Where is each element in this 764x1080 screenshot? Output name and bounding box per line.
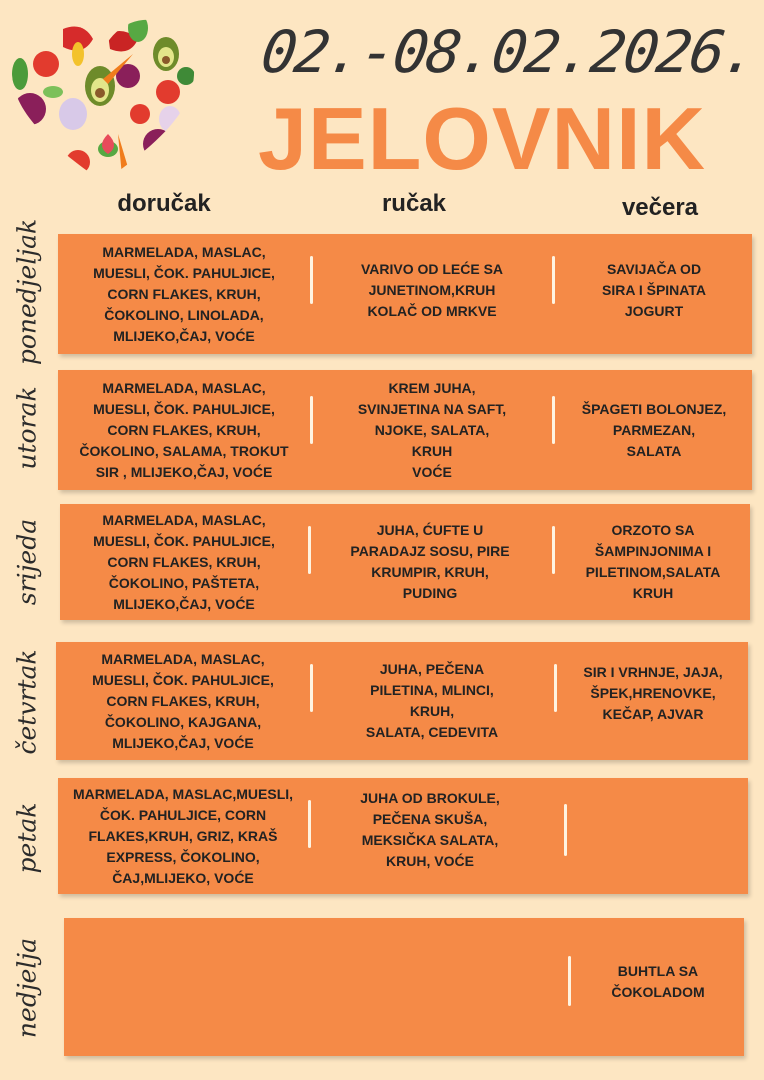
dinner-cell [568,778,748,894]
lunch-cell: KREM JUHA, SVINJETINA NA SAFT, NJOKE, SALATA, KRUH VOĆE [357,379,507,480]
breakfast-cell: MARMELADA, MASLAC, MUESLI, ČOK. PAHULJICE, CORN FLAKES, KRUH, ČOKOLINO, PAŠTETA, MLIJEKO,ČAJ, VOĆE [93,511,275,612]
breakfast-cell [64,918,314,1056]
vegetable-heart-illustration [8,14,198,186]
date-range: 02.-08.02.2026. [257,18,761,86]
day-label-ponedjeljak: ponedjeljak [12,218,42,366]
column-divider [568,956,571,1006]
column-divider [310,256,313,304]
lunch-cell: JUHA, ĆUFTE U PARADAJZ SOSU, PIRE KRUMPIR, KRUH, PUDING [350,522,510,601]
dinner-cell: BUHTLA SA ČOKOLADOM [611,963,705,1000]
column-divider [552,396,555,444]
corn-icon [142,152,158,180]
breakfast-cell: MARMELADA, MASLAC, MUESLI, ČOK. PAHULJICE, CORN FLAKES, KRUH, ČOKOLINO, LINOLADA, MLIJEKO,ČAJ, VOĆE [93,243,275,344]
column-divider [552,256,555,304]
column-header-dinner: večera [621,194,699,221]
column-header-breakfast: doručak [117,190,211,217]
tomato-icon [130,104,150,124]
column-divider [552,526,555,574]
leaf-icon [128,14,148,42]
column-divider [308,526,311,574]
column-header-lunch: ručak [381,190,447,217]
menu-row-ponedjeljak [58,234,752,354]
lunch-cell: VARIVO OD LEĆE SA JUNETINOM,KRUH KOLAČ OD MRKVE [360,260,504,319]
day-label-cetvrtak: četvrtak [12,649,42,755]
column-divider [554,664,557,712]
column-divider [310,396,313,444]
dinner-cell: SAVIJAČA OD SIRA I ŠPINATA JOGURT [602,260,706,319]
breakfast-cell: MARMELADA, MASLAC,MUESLI, ČOK. PAHULJICE, CORN FLAKES,KRUH, GRIZ, KRAŠ EXPRESS, ČOKOLINO, ČAJ,MLIJEKO, VOĆE [72,785,294,886]
cucumber-icon [177,67,195,85]
day-label-utorak: utorak [12,386,42,470]
menu-row-petak [58,778,748,894]
garlic-icon [59,98,87,130]
tomato-icon [156,80,180,104]
menu-row-utorak [58,370,752,490]
breakfast-cell: MARMELADA, MASLAC, MUESLI, ČOK. PAHULJICE, CORN FLAKES, KRUH, ČOKOLINO, KAJGANA, MLIJEKO,ČAJ, VOĆE [92,650,274,751]
column-divider [564,804,567,856]
menu-row-srijeda [60,504,750,620]
menu-row-cetvrtak [56,642,748,760]
menu-row-nedjelja [64,918,744,1056]
tomato-icon [33,51,59,77]
onion-icon [159,106,181,132]
leaf-icon [43,86,63,98]
page-title: JELOVNIK [258,89,707,188]
corn-icon [72,42,84,66]
tomato-icon [66,150,90,174]
column-divider [308,800,311,848]
day-label-petak: petak [12,802,42,874]
dinner-cell: ORZOTO SA ŠAMPINJONIMA I PILETINOM,SALATA KRUH [585,522,721,601]
dinner-cell: ŠPAGETI BOLONJEZ, PARMEZAN, SALATA [581,400,727,459]
dinner-cell: SIR I VRHNJE, JAJA, ŠPEK,HRENOVKE, KEČAP, AJVAR [583,663,723,722]
lunch-cell: JUHA, PEČENA PILETINA, MLINCI, KRUH, SALATA, CEDEVITA [365,661,499,740]
day-label-srijeda: srijeda [12,518,42,606]
lunch-cell: JUHA OD BROKULE, PEČENA SKUŠA, MEKSIČKA SALATA, KRUH, VOĆE [360,790,500,869]
column-divider [310,664,313,712]
lunch-cell [318,918,562,1056]
leaf-icon [12,58,28,90]
breakfast-cell: MARMELADA, MASLAC, MUESLI, ČOK. PAHULJICE, CORN FLAKES, KRUH, ČOKOLINO, SALAMA, TROKUT SIR , MLIJEKO,ČAJ, VOĆE [79,379,289,480]
beet-icon [14,93,46,125]
day-label-nedjelja: nedjelja [12,937,42,1039]
beet-icon [143,129,173,159]
